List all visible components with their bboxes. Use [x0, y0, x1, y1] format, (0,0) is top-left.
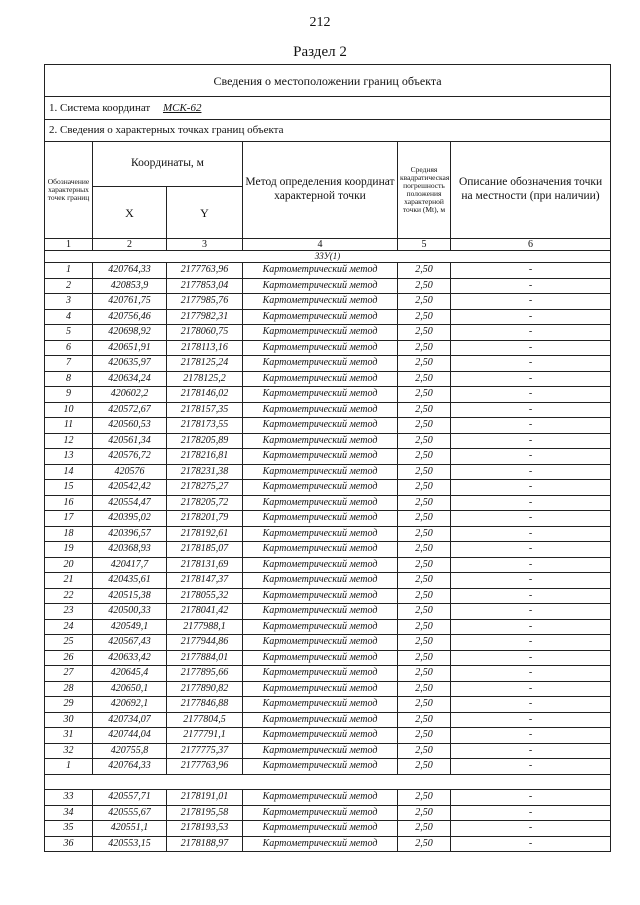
coord-x-cell: 420651,91	[93, 340, 167, 356]
description-cell: -	[451, 294, 611, 310]
separator-row	[45, 774, 611, 790]
error-value-cell: 2,50	[398, 356, 451, 372]
error-value-cell: 2,50	[398, 743, 451, 759]
description-cell: -	[451, 263, 611, 279]
coord-y-cell: 2177763,96	[167, 263, 243, 279]
header-error: Средняя квадратическая погрешность положения характерной точки (Мt), м	[398, 142, 451, 239]
error-value-cell: 2,50	[398, 821, 451, 837]
method-cell: Картометрический метод	[243, 526, 398, 542]
method-cell: Картометрический метод	[243, 805, 398, 821]
column-number: 2	[93, 239, 167, 251]
point-number-cell: 1	[45, 263, 93, 279]
coord-x-cell: 420551,1	[93, 821, 167, 837]
coord-y-cell: 2178173,55	[167, 418, 243, 434]
coord-x-cell: 420764,33	[93, 759, 167, 775]
table-title: Сведения о местоположении границ объекта	[45, 65, 611, 97]
coord-y-cell: 2177763,96	[167, 759, 243, 775]
coord-y-cell: 2177895,66	[167, 666, 243, 682]
description-cell: -	[451, 743, 611, 759]
point-number-cell: 15	[45, 480, 93, 496]
coord-x-cell: 420549,1	[93, 619, 167, 635]
point-number-cell: 33	[45, 790, 93, 806]
coord-system-label: 1. Система координат	[49, 101, 151, 114]
error-value-cell: 2,50	[398, 526, 451, 542]
description-cell: -	[451, 464, 611, 480]
error-value-cell: 2,50	[398, 697, 451, 713]
coord-x-cell: 420755,8	[93, 743, 167, 759]
coord-y-cell: 2178055,32	[167, 588, 243, 604]
coord-y-cell: 2178192,61	[167, 526, 243, 542]
error-value-cell: 2,50	[398, 371, 451, 387]
coord-x-cell: 420635,97	[93, 356, 167, 372]
coord-y-cell: 2177775,37	[167, 743, 243, 759]
coord-x-cell: 420435,61	[93, 573, 167, 589]
description-cell: -	[451, 728, 611, 744]
method-cell: Картометрический метод	[243, 402, 398, 418]
table-row	[45, 759, 611, 775]
coord-x-cell: 420395,02	[93, 511, 167, 527]
table-row	[45, 480, 611, 496]
coord-y-cell: 2177985,76	[167, 294, 243, 310]
coord-x-cell: 420602,2	[93, 387, 167, 403]
coord-x-cell: 420645,4	[93, 666, 167, 682]
error-value-cell: 2,50	[398, 402, 451, 418]
description-cell: -	[451, 542, 611, 558]
method-cell: Картометрический метод	[243, 294, 398, 310]
point-number-cell: 23	[45, 604, 93, 620]
method-cell: Картометрический метод	[243, 650, 398, 666]
header-method: Метод определения координат характерной точки	[243, 142, 398, 239]
error-value-cell: 2,50	[398, 619, 451, 635]
table-header	[45, 65, 611, 263]
group-label: З3У(1)	[45, 251, 611, 263]
table-row	[45, 309, 611, 325]
error-value-cell: 2,50	[398, 728, 451, 744]
method-cell: Картометрический метод	[243, 557, 398, 573]
point-number-cell: 7	[45, 356, 93, 372]
table-body	[45, 263, 611, 852]
column-number: 6	[451, 239, 611, 251]
table-row	[45, 526, 611, 542]
method-cell: Картометрический метод	[243, 759, 398, 775]
coord-y-cell: 2178157,35	[167, 402, 243, 418]
table-row	[45, 681, 611, 697]
table-row	[45, 635, 611, 651]
description-cell: -	[451, 759, 611, 775]
method-cell: Картометрический метод	[243, 697, 398, 713]
coord-x-cell: 420572,67	[93, 402, 167, 418]
point-number-cell: 3	[45, 294, 93, 310]
coord-x-cell: 420396,57	[93, 526, 167, 542]
coord-y-cell: 2178193,53	[167, 821, 243, 837]
method-cell: Картометрический метод	[243, 604, 398, 620]
point-number-cell: 2	[45, 278, 93, 294]
coord-y-cell: 2177791,1	[167, 728, 243, 744]
coord-x-cell: 420650,1	[93, 681, 167, 697]
error-value-cell: 2,50	[398, 650, 451, 666]
point-number-cell: 6	[45, 340, 93, 356]
error-value-cell: 2,50	[398, 340, 451, 356]
method-cell: Картометрический метод	[243, 836, 398, 852]
method-cell: Картометрический метод	[243, 464, 398, 480]
description-cell: -	[451, 821, 611, 837]
table-row	[45, 402, 611, 418]
point-number-cell: 22	[45, 588, 93, 604]
coord-x-cell: 420560,53	[93, 418, 167, 434]
point-number-cell: 29	[45, 697, 93, 713]
description-cell: -	[451, 619, 611, 635]
coord-x-cell: 420853,9	[93, 278, 167, 294]
point-number-cell: 31	[45, 728, 93, 744]
error-value-cell: 2,50	[398, 309, 451, 325]
coord-x-cell: 420567,43	[93, 635, 167, 651]
coord-system-row	[45, 97, 611, 120]
method-cell: Картометрический метод	[243, 278, 398, 294]
coord-y-cell: 2177944,86	[167, 635, 243, 651]
error-value-cell: 2,50	[398, 573, 451, 589]
table-row	[45, 418, 611, 434]
description-cell: -	[451, 604, 611, 620]
description-cell: -	[451, 805, 611, 821]
coord-y-cell: 2178060,75	[167, 325, 243, 341]
description-cell: -	[451, 573, 611, 589]
error-value-cell: 2,50	[398, 557, 451, 573]
error-value-cell: 2,50	[398, 635, 451, 651]
point-number-cell: 21	[45, 573, 93, 589]
point-number-cell: 35	[45, 821, 93, 837]
coord-x-cell: 420555,67	[93, 805, 167, 821]
coord-x-cell: 420515,38	[93, 588, 167, 604]
table-row	[45, 325, 611, 341]
header-coordinates: Координаты, м	[93, 142, 243, 187]
method-cell: Картометрический метод	[243, 480, 398, 496]
coord-x-cell: 420557,71	[93, 790, 167, 806]
method-cell: Картометрический метод	[243, 712, 398, 728]
coord-y-cell: 2177988,1	[167, 619, 243, 635]
coord-x-cell: 420764,33	[93, 263, 167, 279]
error-value-cell: 2,50	[398, 604, 451, 620]
method-cell: Картометрический метод	[243, 790, 398, 806]
boundary-points-table	[44, 64, 611, 852]
error-value-cell: 2,50	[398, 495, 451, 511]
description-cell: -	[451, 697, 611, 713]
table-row	[45, 294, 611, 310]
table-row	[45, 278, 611, 294]
table-row	[45, 449, 611, 465]
error-value-cell: 2,50	[398, 511, 451, 527]
coord-x-cell: 420368,93	[93, 542, 167, 558]
table-row	[45, 821, 611, 837]
point-number-cell: 25	[45, 635, 93, 651]
error-value-cell: 2,50	[398, 294, 451, 310]
point-number-cell: 14	[45, 464, 93, 480]
table-row	[45, 573, 611, 589]
table-row	[45, 805, 611, 821]
description-cell: -	[451, 480, 611, 496]
error-value-cell: 2,50	[398, 387, 451, 403]
coord-x-cell: 420542,42	[93, 480, 167, 496]
error-value-cell: 2,50	[398, 325, 451, 341]
table-row	[45, 356, 611, 372]
coord-y-cell: 2178146,02	[167, 387, 243, 403]
header-x: X	[93, 187, 167, 239]
table-row	[45, 387, 611, 403]
method-cell: Картометрический метод	[243, 619, 398, 635]
error-value-cell: 2,50	[398, 588, 451, 604]
method-cell: Картометрический метод	[243, 728, 398, 744]
coord-x-cell: 420744,04	[93, 728, 167, 744]
point-number-cell: 1	[45, 759, 93, 775]
coord-y-cell: 2178231,38	[167, 464, 243, 480]
table-row	[45, 340, 611, 356]
coord-x-cell: 420576	[93, 464, 167, 480]
coord-x-cell: 420576,72	[93, 449, 167, 465]
table-row	[45, 371, 611, 387]
table-row	[45, 604, 611, 620]
method-cell: Картометрический метод	[243, 821, 398, 837]
error-value-cell: 2,50	[398, 418, 451, 434]
error-value-cell: 2,50	[398, 542, 451, 558]
coord-y-cell: 2178185,07	[167, 542, 243, 558]
table-row	[45, 433, 611, 449]
table-row	[45, 263, 611, 279]
coord-y-cell: 2177884,01	[167, 650, 243, 666]
point-number-cell: 8	[45, 371, 93, 387]
table-row	[45, 464, 611, 480]
method-cell: Картометрический метод	[243, 573, 398, 589]
method-cell: Картометрический метод	[243, 681, 398, 697]
table-row	[45, 650, 611, 666]
method-cell: Картометрический метод	[243, 387, 398, 403]
table-row	[45, 588, 611, 604]
separator-cell	[45, 774, 611, 790]
table-row	[45, 557, 611, 573]
method-cell: Картометрический метод	[243, 356, 398, 372]
table-row	[45, 728, 611, 744]
error-value-cell: 2,50	[398, 836, 451, 852]
coord-y-cell: 2178275,27	[167, 480, 243, 496]
coord-x-cell: 420554,47	[93, 495, 167, 511]
error-value-cell: 2,50	[398, 666, 451, 682]
point-number-cell: 9	[45, 387, 93, 403]
point-number-cell: 11	[45, 418, 93, 434]
method-cell: Картометрический метод	[243, 495, 398, 511]
table-row	[45, 836, 611, 852]
method-cell: Картометрический метод	[243, 325, 398, 341]
column-number: 1	[45, 239, 93, 251]
coord-y-cell: 2178191,01	[167, 790, 243, 806]
point-number-cell: 20	[45, 557, 93, 573]
method-cell: Картометрический метод	[243, 511, 398, 527]
coord-y-cell: 2178205,72	[167, 495, 243, 511]
description-cell: -	[451, 340, 611, 356]
column-number: 4	[243, 239, 398, 251]
error-value-cell: 2,50	[398, 433, 451, 449]
point-number-cell: 17	[45, 511, 93, 527]
error-value-cell: 2,50	[398, 681, 451, 697]
description-cell: -	[451, 449, 611, 465]
coord-x-cell: 420756,46	[93, 309, 167, 325]
table-row	[45, 697, 611, 713]
table-row	[45, 712, 611, 728]
description-cell: -	[451, 309, 611, 325]
table-row	[45, 511, 611, 527]
point-number-cell: 12	[45, 433, 93, 449]
point-number-cell: 26	[45, 650, 93, 666]
point-number-cell: 30	[45, 712, 93, 728]
point-number-cell: 32	[45, 743, 93, 759]
description-cell: -	[451, 588, 611, 604]
column-number: 5	[398, 239, 451, 251]
header-designation: Обозначение характерных точек границ	[45, 142, 93, 239]
description-cell: -	[451, 402, 611, 418]
point-number-cell: 27	[45, 666, 93, 682]
coord-x-cell: 420633,42	[93, 650, 167, 666]
description-cell: -	[451, 712, 611, 728]
coord-y-cell: 2178147,37	[167, 573, 243, 589]
description-cell: -	[451, 526, 611, 542]
method-cell: Картометрический метод	[243, 449, 398, 465]
method-cell: Картометрический метод	[243, 263, 398, 279]
coord-y-cell: 2177853,04	[167, 278, 243, 294]
point-number-cell: 36	[45, 836, 93, 852]
coord-y-cell: 2177804,5	[167, 712, 243, 728]
coord-y-cell: 2178125,24	[167, 356, 243, 372]
coord-x-cell: 420500,33	[93, 604, 167, 620]
method-cell: Картометрический метод	[243, 340, 398, 356]
table-row	[45, 495, 611, 511]
coord-y-cell: 2178131,69	[167, 557, 243, 573]
table-row	[45, 790, 611, 806]
coord-y-cell: 2178125,2	[167, 371, 243, 387]
point-number-cell: 34	[45, 805, 93, 821]
section-title: Раздел 2	[293, 44, 347, 60]
description-cell: -	[451, 511, 611, 527]
method-cell: Картометрический метод	[243, 588, 398, 604]
coord-y-cell: 2177890,82	[167, 681, 243, 697]
point-number-cell: 18	[45, 526, 93, 542]
error-value-cell: 2,50	[398, 449, 451, 465]
error-value-cell: 2,50	[398, 278, 451, 294]
point-number-cell: 4	[45, 309, 93, 325]
coord-y-cell: 2178205,89	[167, 433, 243, 449]
coord-x-cell: 420553,15	[93, 836, 167, 852]
coord-x-cell: 420698,92	[93, 325, 167, 341]
error-value-cell: 2,50	[398, 790, 451, 806]
column-numbers-row	[45, 239, 611, 251]
description-cell: -	[451, 371, 611, 387]
coord-y-cell: 2177982,31	[167, 309, 243, 325]
coord-x-cell: 420634,24	[93, 371, 167, 387]
description-cell: -	[451, 325, 611, 341]
method-cell: Картометрический метод	[243, 743, 398, 759]
coord-x-cell: 420561,34	[93, 433, 167, 449]
table-row	[45, 542, 611, 558]
page-number: 212	[309, 15, 331, 30]
point-number-cell: 16	[45, 495, 93, 511]
description-cell: -	[451, 557, 611, 573]
method-cell: Картометрический метод	[243, 542, 398, 558]
coord-y-cell: 2177846,88	[167, 697, 243, 713]
coord-y-cell: 2178195,58	[167, 805, 243, 821]
description-cell: -	[451, 387, 611, 403]
point-number-cell: 19	[45, 542, 93, 558]
description-cell: -	[451, 836, 611, 852]
error-value-cell: 2,50	[398, 464, 451, 480]
coord-y-cell: 2178216,81	[167, 449, 243, 465]
error-value-cell: 2,50	[398, 712, 451, 728]
coord-x-cell: 420734,07	[93, 712, 167, 728]
point-number-cell: 24	[45, 619, 93, 635]
method-cell: Картометрический метод	[243, 309, 398, 325]
coord-x-cell: 420761,75	[93, 294, 167, 310]
description-cell: -	[451, 278, 611, 294]
coord-x-cell: 420692,1	[93, 697, 167, 713]
coord-y-cell: 2178201,79	[167, 511, 243, 527]
method-cell: Картометрический метод	[243, 418, 398, 434]
error-value-cell: 2,50	[398, 480, 451, 496]
point-number-cell: 5	[45, 325, 93, 341]
coord-y-cell: 2178041,42	[167, 604, 243, 620]
table-row	[45, 666, 611, 682]
error-value-cell: 2,50	[398, 805, 451, 821]
description-cell: -	[451, 650, 611, 666]
header-description: Описание обозначения точки на местности (при наличии)	[451, 142, 611, 239]
description-cell: -	[451, 418, 611, 434]
description-cell: -	[451, 433, 611, 449]
coord-y-cell: 2178113,16	[167, 340, 243, 356]
description-cell: -	[451, 666, 611, 682]
header-y: Y	[167, 187, 243, 239]
coord-y-cell: 2178188,97	[167, 836, 243, 852]
description-cell: -	[451, 790, 611, 806]
column-number: 3	[167, 239, 243, 251]
point-number-cell: 13	[45, 449, 93, 465]
method-cell: Картометрический метод	[243, 635, 398, 651]
point-number-cell: 28	[45, 681, 93, 697]
table-row	[45, 619, 611, 635]
description-cell: -	[451, 356, 611, 372]
method-cell: Картометрический метод	[243, 666, 398, 682]
description-cell: -	[451, 635, 611, 651]
points-section-label: 2. Сведения о характерных точках границ объекта	[45, 120, 611, 142]
description-cell: -	[451, 681, 611, 697]
coord-system-value: МСК-62	[162, 101, 202, 114]
method-cell: Картометрический метод	[243, 433, 398, 449]
method-cell: Картометрический метод	[243, 371, 398, 387]
error-value-cell: 2,50	[398, 263, 451, 279]
description-cell: -	[451, 495, 611, 511]
coord-x-cell: 420417,7	[93, 557, 167, 573]
table-row	[45, 743, 611, 759]
error-value-cell: 2,50	[398, 759, 451, 775]
point-number-cell: 10	[45, 402, 93, 418]
